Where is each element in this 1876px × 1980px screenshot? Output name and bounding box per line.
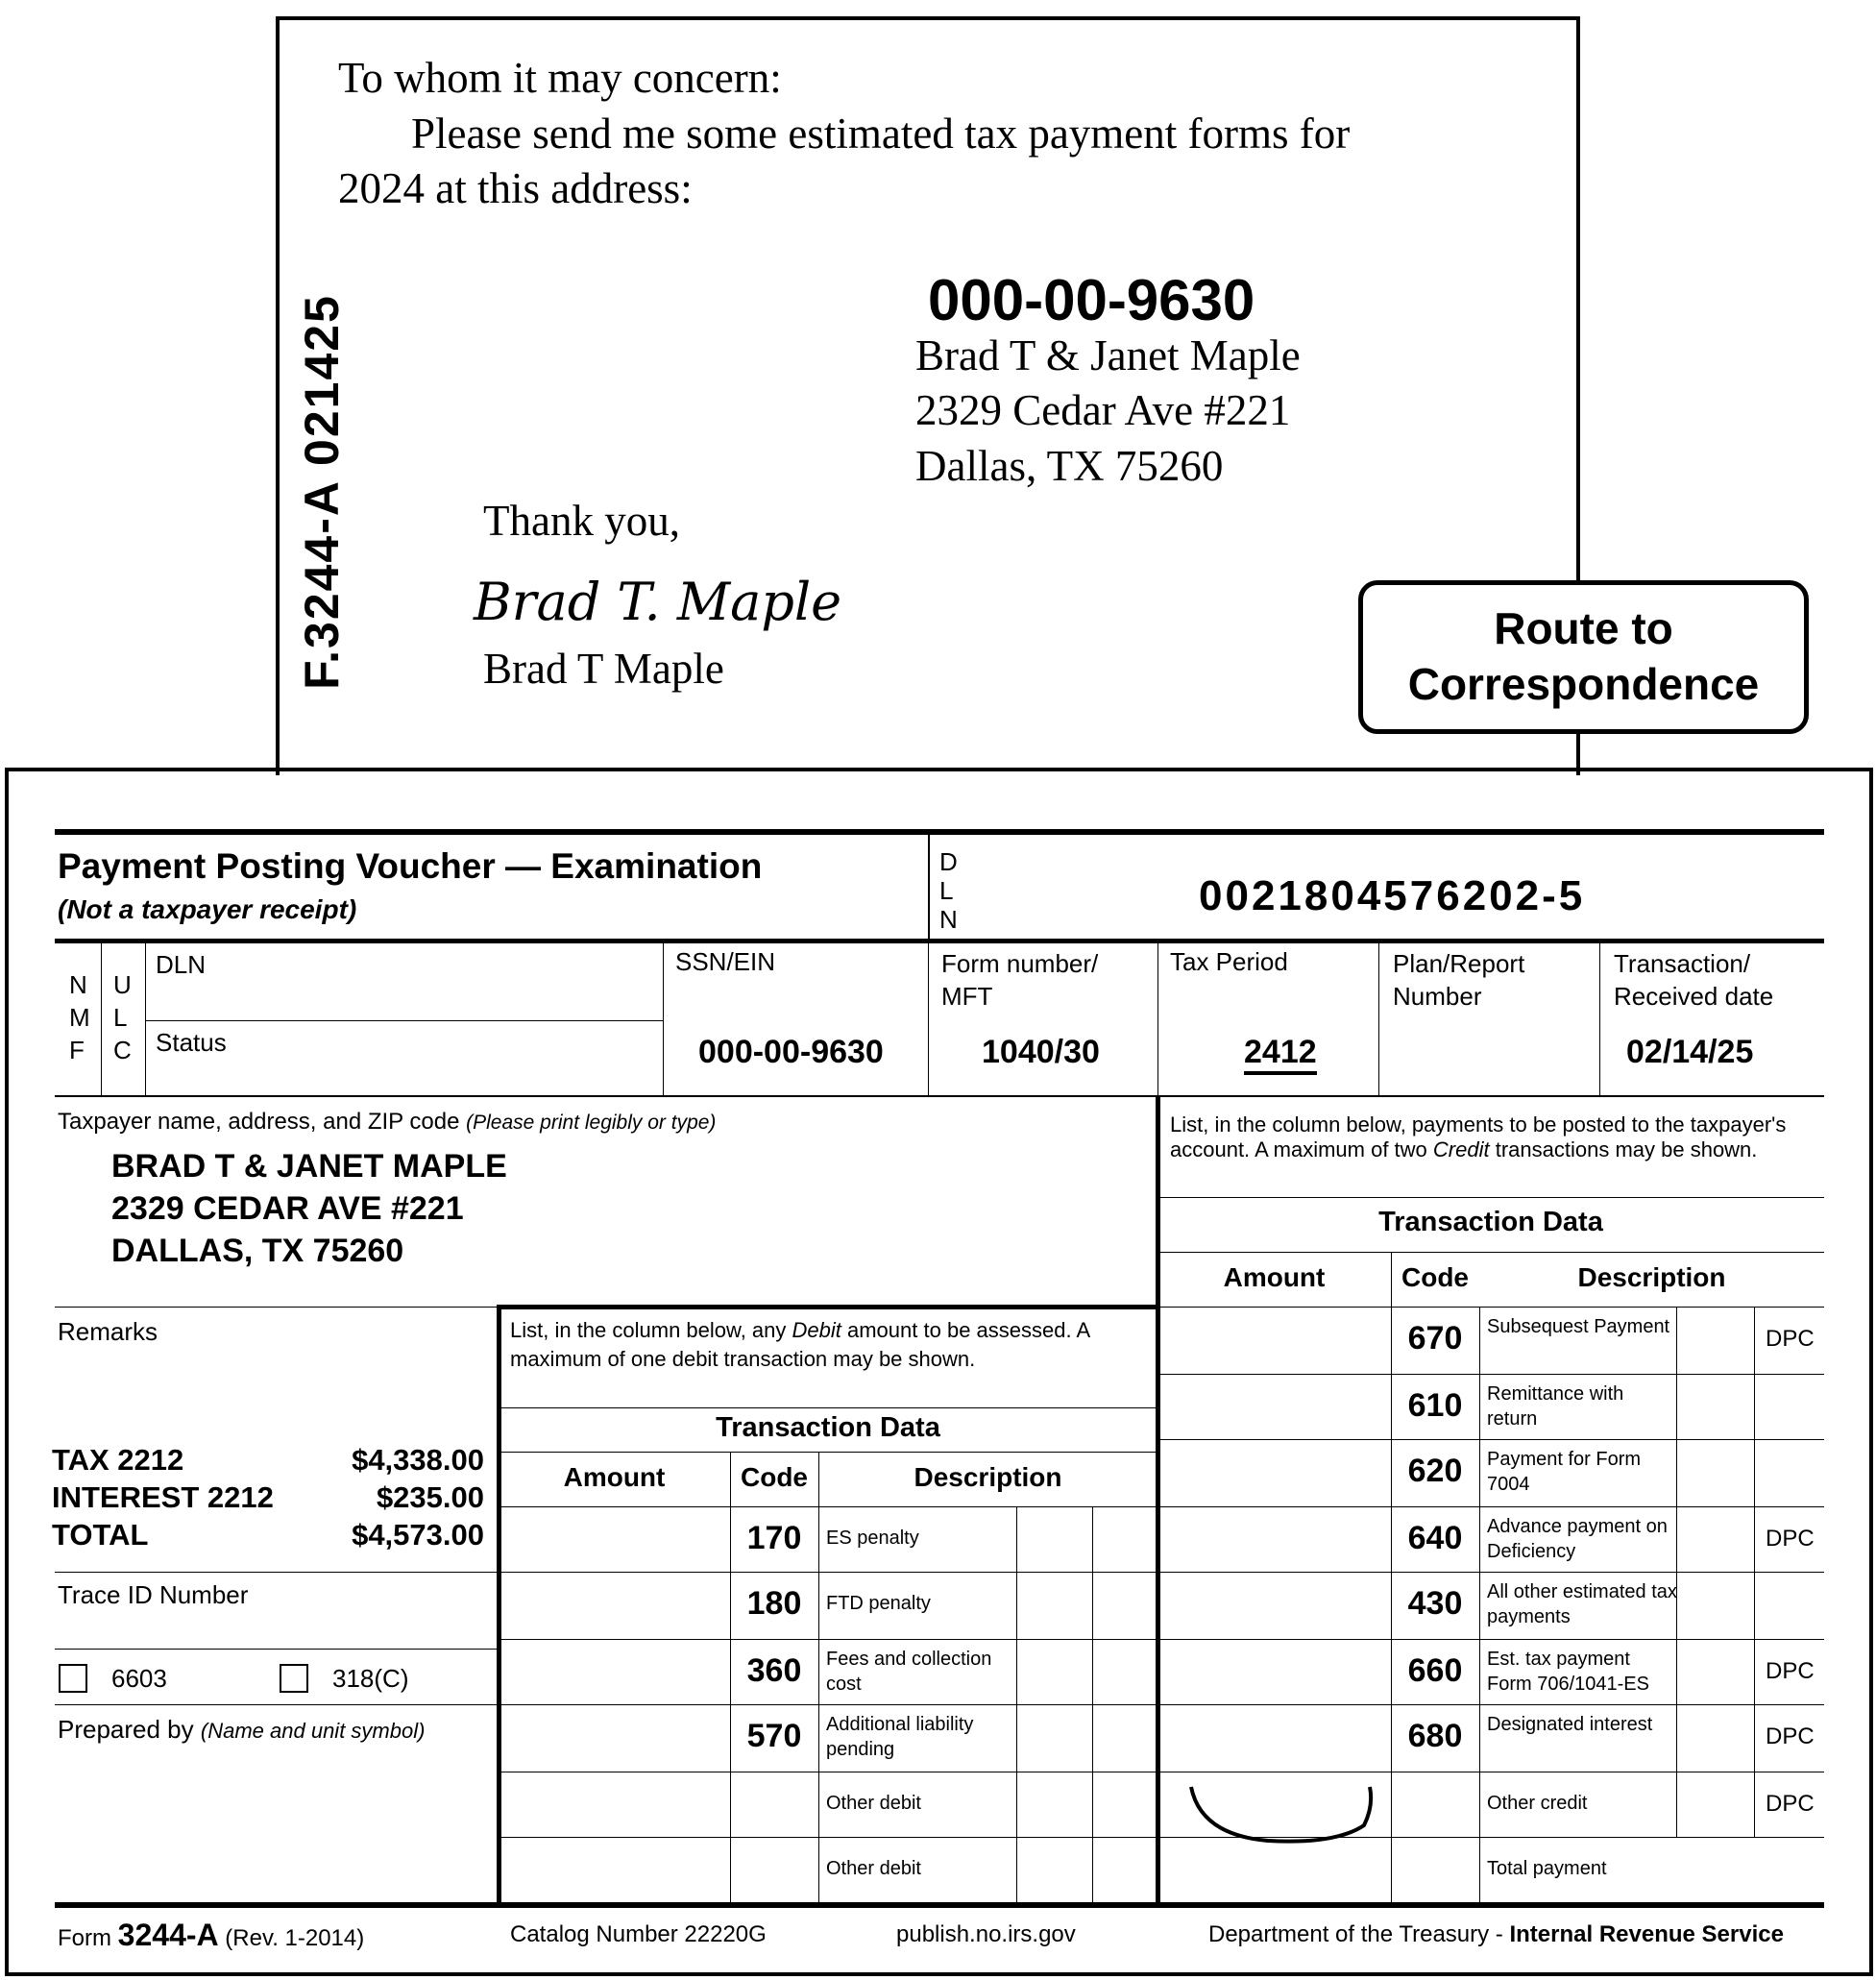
credit-row-code: 680 <box>1407 1718 1463 1754</box>
status-field-label: Status <box>156 1028 227 1057</box>
rule-line <box>1754 1307 1755 1837</box>
debit-row-description: Other debit <box>826 1793 921 1814</box>
credit-row-code: 430 <box>1407 1585 1463 1622</box>
credit-row-dpc: DPC <box>1766 1526 1815 1552</box>
ssn-label: SSN/EIN <box>675 947 776 976</box>
rule-line <box>497 1305 1159 1309</box>
transaction-date-label: Transaction/ Received date <box>1614 949 1774 1011</box>
credit-row-description: Designated interest <box>1487 1714 1653 1735</box>
credit-row-description: Payment for Form 7004 <box>1487 1449 1642 1495</box>
footer-department: Department of the Treasury - Internal Revenue Service <box>1208 1921 1784 1947</box>
debit-row-description: ES penalty <box>826 1528 919 1549</box>
debit-row-description: Fees and collection cost <box>826 1649 992 1695</box>
dln-letters: D L N <box>939 847 958 934</box>
plan-label: Plan/Report Number <box>1393 949 1525 1011</box>
trace-id-label: Trace ID Number <box>58 1580 249 1609</box>
letter-body-1: Please send me some estimated tax payment forms for <box>411 110 1351 158</box>
rule-line <box>1157 1374 1824 1375</box>
rule-line <box>55 829 1824 835</box>
rule-line <box>499 1704 1157 1705</box>
debit-instructions: List, in the column below, any Debit amount to be assessed. A maximum of one debit transaction may be shown. <box>510 1318 1089 1371</box>
checkbox-6603[interactable] <box>59 1664 87 1693</box>
letter-street: 2329 Cedar Ave #221 <box>915 386 1291 434</box>
checkbox-318c-label: 318(C) <box>332 1664 409 1693</box>
rule-line <box>499 1407 1157 1408</box>
rule-line <box>499 1572 1157 1573</box>
rule-line <box>499 1837 1157 1838</box>
taxpayer-label: Taxpayer name, address, and ZIP code (Please print legibly or type) <box>58 1109 717 1135</box>
debit-row-code: 180 <box>746 1585 802 1622</box>
debit-header: Transaction Data <box>716 1412 940 1443</box>
rule-line <box>55 1649 499 1650</box>
credit-row-code: 670 <box>1407 1320 1463 1357</box>
rule-line <box>1479 1307 1480 1902</box>
footer-catalog: Catalog Number 22220G <box>510 1921 767 1947</box>
rule-line <box>818 1452 819 1902</box>
rule-line <box>499 1506 1157 1507</box>
handwritten-circle-mark <box>1182 1777 1383 1854</box>
rule-line <box>1157 1506 1824 1507</box>
dln-value: 0021804576202-5 <box>1199 872 1586 919</box>
debit-row-code: 170 <box>746 1520 802 1556</box>
rule-line <box>1378 941 1379 1096</box>
rule-line <box>1157 1572 1824 1573</box>
letter-signer: Brad T Maple <box>483 645 724 693</box>
credit-col-amount: Amount <box>1223 1262 1326 1292</box>
route-to-correspondence-box <box>1358 580 1809 734</box>
debit-row-code: 360 <box>746 1652 802 1689</box>
credit-header: Transaction Data <box>1378 1207 1603 1237</box>
nmf-label: N M F <box>69 970 90 1064</box>
remarks-lines: TAX 2212 $4,338.00 INTEREST 2212 $235.00 TOTAL $4,573.00 <box>52 1443 484 1552</box>
credit-col-description: Description <box>1577 1262 1726 1292</box>
credit-instructions: List, in the column below, payments to be posted to the taxpayer's account. A maximum of two Credit transactions may be shown. <box>1170 1112 1787 1161</box>
route-line-2: Correspondence <box>1407 659 1760 709</box>
rule-line <box>55 1572 499 1573</box>
rule-line <box>55 1307 499 1308</box>
rule-line <box>55 1095 1824 1097</box>
tax-period-value: 2412 <box>1244 1034 1317 1075</box>
letter-salutation: To whom it may concern: <box>338 54 782 102</box>
credit-row-dpc: DPC <box>1766 1723 1815 1749</box>
rule-line <box>1157 1197 1824 1198</box>
remarks-label: Remarks <box>58 1317 158 1346</box>
credit-row-description: Other credit <box>1487 1793 1588 1814</box>
credit-row-description: Advance payment on Deficiency <box>1487 1516 1668 1562</box>
debit-row-code: 570 <box>746 1718 802 1754</box>
credit-row-code: 660 <box>1407 1652 1463 1689</box>
rule-line <box>145 1020 663 1021</box>
rule-line <box>55 1704 499 1705</box>
debit-row-description: Other debit <box>826 1858 921 1879</box>
credit-row-description: Remittance with return <box>1487 1383 1624 1430</box>
voucher-subtitle: (Not a taxpayer receipt) <box>58 894 357 924</box>
credit-row-description: Est. tax payment Form 706/1041-ES <box>1487 1649 1649 1695</box>
credit-row-dpc: DPC <box>1766 1658 1815 1684</box>
route-line-1: Route to <box>1494 603 1673 653</box>
transaction-date-value: 02/14/25 <box>1626 1034 1754 1070</box>
rule-line <box>497 1307 501 1904</box>
footer-form-number: Form 3244-A (Rev. 1-2014) <box>58 1918 365 1952</box>
rule-line <box>101 941 102 1096</box>
dln-field-label: DLN <box>156 950 207 979</box>
credit-row-description: Subsequest Payment <box>1487 1316 1670 1337</box>
letter-closing: Thank you, <box>483 497 680 545</box>
credit-col-code: Code <box>1401 1262 1469 1292</box>
form-label: Form number/ MFT <box>941 949 1099 1011</box>
taxpayer-address: BRAD T & JANET MAPLE 2329 CEDAR AVE #221 DALLAS, TX 75260 <box>111 1148 507 1269</box>
rule-line <box>499 1452 1157 1453</box>
rule-line <box>928 941 929 1096</box>
credit-row-dpc: DPC <box>1766 1326 1815 1352</box>
ulc-label: U L C <box>113 970 132 1064</box>
letter-body-2: 2024 at this address: <box>338 164 693 212</box>
debit-col-amount: Amount <box>563 1462 666 1492</box>
credit-row-description: All other estimated tax payments <box>1487 1581 1677 1627</box>
side-stamp: F.3244-A 021425 <box>295 294 349 690</box>
debit-row-description: FTD penalty <box>826 1593 931 1614</box>
letter-name: Brad T & Janet Maple <box>915 331 1301 379</box>
voucher-title: Payment Posting Voucher — Examination <box>58 846 763 886</box>
rule-line <box>55 1902 1824 1908</box>
debit-col-description: Description <box>914 1462 1062 1492</box>
rule-line <box>928 831 930 941</box>
letter-city: Dallas, TX 75260 <box>915 442 1224 490</box>
signature: Brad T. Maple <box>474 572 842 632</box>
checkbox-318c[interactable] <box>280 1664 308 1693</box>
prepared-by-label: Prepared by (Name and unit symbol) <box>58 1715 426 1744</box>
checkbox-6603-label: 6603 <box>111 1664 167 1693</box>
rule-line <box>1599 941 1600 1096</box>
tax-period-label: Tax Period <box>1170 947 1288 976</box>
rule-line <box>499 1639 1157 1640</box>
debit-row-description: Additional liability pending <box>826 1714 974 1760</box>
credit-row-code: 640 <box>1407 1520 1463 1556</box>
rule-line <box>1157 1439 1824 1440</box>
rule-line <box>1157 1704 1824 1705</box>
rule-line <box>55 939 1824 943</box>
rule-line <box>1157 1307 1824 1308</box>
credit-row-code: 610 <box>1407 1387 1463 1424</box>
credit-row-code: 620 <box>1407 1453 1463 1489</box>
rule-line <box>1157 1639 1824 1640</box>
debit-col-code: Code <box>741 1462 808 1492</box>
rule-line <box>1157 941 1158 1096</box>
rule-line <box>1157 1252 1824 1253</box>
letter-ssn: 000-00-9630 <box>928 268 1255 332</box>
credit-row-dpc: DPC <box>1766 1791 1815 1817</box>
ssn-value: 000-00-9630 <box>698 1034 884 1070</box>
credit-row-description: Total payment <box>1487 1858 1607 1879</box>
rule-line <box>663 941 664 1096</box>
form-value: 1040/30 <box>982 1034 1100 1070</box>
rule-line <box>145 941 146 1096</box>
footer-site: publish.no.irs.gov <box>896 1921 1076 1947</box>
